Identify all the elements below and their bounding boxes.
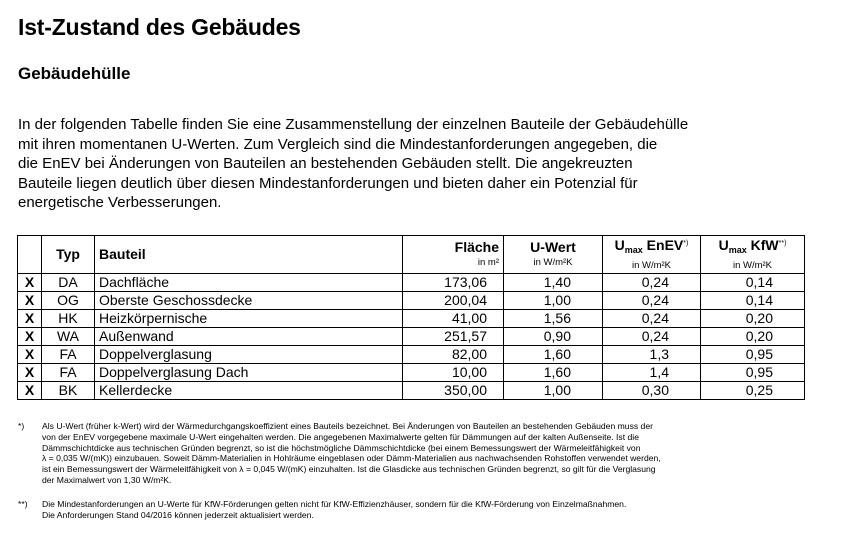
- row-flaeche: 82,00: [403, 346, 504, 364]
- footnote-mark: *): [18, 421, 25, 431]
- row-uwert: 1,60: [504, 364, 603, 382]
- row-kfw: 0,20: [701, 310, 805, 328]
- row-flaeche: 10,00: [403, 364, 504, 382]
- footnote-line: von der EnEV vorgegebene maximale U-Wert eingehalten werden. Die angegebenen Maximalwerte gelten für Dämmungen auf der kalten Außenseite. Ist die: [42, 431, 639, 442]
- table-row: [18, 274, 805, 292]
- intro-paragraph: [18, 115, 798, 213]
- row-typ: HK: [42, 310, 95, 328]
- row-uwert: 1,56: [504, 310, 603, 328]
- row-typ: FA: [42, 346, 95, 364]
- table-row: [18, 364, 805, 382]
- header-flaeche: Fläche in m²: [403, 236, 504, 274]
- row-uwert: 1,00: [504, 382, 603, 400]
- footnote-line: ist ein Bemessungswert der Wärmeleitfähigkeit von λ = 0,045 W/(mK) einzuhalten. Ist die Glasdicke aus technischen Gründen begrenzt, so gilt für die Verglasung: [42, 464, 656, 475]
- row-typ: OG: [42, 292, 95, 310]
- row-kfw: 0,20: [701, 328, 805, 346]
- table-header-row: [18, 236, 805, 274]
- intro-line: mit ihren momentanen U-Werten. Zum Vergleich sind die Mindestanforderungen angegeben, die: [18, 135, 658, 153]
- row-enev: 0,30: [603, 382, 701, 400]
- row-bauteil: Heizkörpernische: [95, 310, 403, 328]
- row-flaeche: 173,06: [403, 274, 504, 292]
- row-uwert: 1,60: [504, 346, 603, 364]
- footnote-mark: **): [18, 498, 28, 509]
- row-mark: X: [18, 274, 42, 292]
- intro-line: Bauteile liegen deutlich über diesen Mindestanforderungen und bieten daher ein Potenzial für: [18, 174, 638, 192]
- row-typ: DA: [42, 274, 95, 292]
- row-uwert: 1,00: [504, 292, 603, 310]
- row-mark: X: [18, 364, 42, 382]
- intro-line: die EnEV bei Änderungen von Bauteilen an bestehenden Gebäuden stellt. Die angekreuzten: [18, 155, 633, 172]
- row-mark: X: [18, 328, 42, 346]
- header-bauteil: Bauteil: [95, 236, 403, 274]
- header-umax-kfw: $U_{max}$ KfW**) in W/m²K: [701, 236, 805, 274]
- footnote-line: Die Anforderungen Stand 04/2016 können jederzeit aktualisiert werden.: [42, 509, 314, 520]
- footnote-line: Dämmschichtdicke aus technischen Gründen begrenzt, so ist die höchstmögliche Dämmschichtdicke (bei einem Bemessungswert der Wärmeleitfähigkeit von: [42, 442, 641, 453]
- row-enev: 0,24: [603, 274, 701, 292]
- row-bauteil: Kellerdecke: [95, 382, 403, 400]
- row-flaeche: 41,00: [403, 310, 504, 328]
- header-umax-enev: $U_{max}$ EnEV*) in W/m²K: [603, 236, 701, 274]
- table-row: [18, 310, 805, 328]
- header-typ: Typ: [42, 236, 95, 274]
- table-row: [18, 292, 805, 310]
- row-flaeche: 251,57: [403, 328, 504, 346]
- row-kfw: 0,95: [701, 346, 805, 364]
- footnote-kfw: [18, 499, 778, 521]
- row-mark: X: [18, 346, 42, 364]
- header-mark: [18, 236, 42, 274]
- row-kfw: 0,25: [701, 382, 805, 400]
- intro-line: In der folgenden Tabelle finden Sie eine Zusammenstellung der einzelnen Bauteile der Gebäudehülle: [18, 116, 689, 133]
- row-enev: 0,24: [603, 328, 701, 346]
- row-uwert: 0,90: [504, 328, 603, 346]
- footnote-enev: [18, 421, 778, 486]
- row-typ: WA: [42, 328, 95, 346]
- row-enev: 0,24: [603, 292, 701, 310]
- footnote-line: der Maximalwert von 1,30 W/m²K.: [42, 474, 172, 485]
- row-enev: 1,4: [603, 364, 701, 382]
- row-kfw: 0,14: [701, 292, 805, 310]
- row-enev: 0,24: [603, 310, 701, 328]
- intro-line: energetische Verbesserungen.: [18, 194, 222, 211]
- table-row: [18, 328, 805, 346]
- row-mark: X: [18, 292, 42, 310]
- row-uwert: 1,40: [504, 274, 603, 292]
- footnote-line: Als U-Wert (früher k-Wert) wird der Wärmedurchgangskoeffizient eines Bauteils bezeichnet. Bei Änderungen von Bauteilen an bestehenden Gebäuden muss der: [42, 421, 653, 431]
- row-mark: X: [18, 382, 42, 400]
- row-mark: X: [18, 310, 42, 328]
- row-flaeche: 350,00: [403, 382, 504, 400]
- table-row: [18, 382, 805, 400]
- row-kfw: 0,14: [701, 274, 805, 292]
- row-kfw: 0,95: [701, 364, 805, 382]
- row-typ: FA: [42, 364, 95, 382]
- footnote-line: λ = 0,035 W/(mK)) einzubauen. Soweit Dämm-Materialien in Hohlräume eingeblasen oder Dämm-Materialien aus nachwachsenden Rohstoffen verwendet werden,: [42, 453, 661, 464]
- footnote-line: Die Mindestanforderungen an U-Werte für KfW-Förderungen gelten nicht für KfW-Effizienzhäuser, sondern für die KfW-Förderung von Einzelmaßnahmen.: [42, 498, 627, 509]
- row-bauteil: Doppelverglasung Dach: [95, 364, 403, 382]
- row-typ: BK: [42, 382, 95, 400]
- row-bauteil: Dachfläche: [95, 274, 403, 292]
- row-enev: 1,3: [603, 346, 701, 364]
- row-bauteil: Außenwand: [95, 328, 403, 346]
- component-table: [17, 235, 805, 400]
- page-title: Ist-Zustand des Gebäudes: [18, 14, 301, 40]
- row-flaeche: 200,04: [403, 292, 504, 310]
- header-uwert: U-Wert in W/m²K: [504, 236, 603, 274]
- row-bauteil: Doppelverglasung: [95, 346, 403, 364]
- section-title: Gebäudehülle: [18, 64, 131, 83]
- row-bauteil: Oberste Geschossdecke: [95, 292, 403, 310]
- footnotes: [18, 421, 778, 520]
- table-row: [18, 346, 805, 364]
